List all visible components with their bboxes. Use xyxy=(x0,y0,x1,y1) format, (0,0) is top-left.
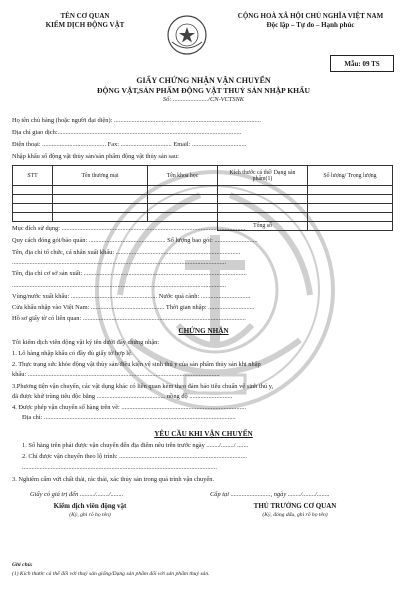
certification-heading: CHỨNG NHẬN xyxy=(178,327,229,335)
exporter-field-cont: ...................................................................................................................................... xyxy=(12,259,227,266)
documents-field: Hồ sơ giấy tờ có liên quan: ...................................................................................................... xyxy=(12,315,246,322)
requirements-heading: YÊU CẦU KHI VẬN CHUYỂN xyxy=(154,430,253,438)
producer-field-cont: ...................................................................................................................................... xyxy=(12,282,227,289)
valid-until: Giấy có giá trị đến ........./......../........ xyxy=(30,491,124,498)
purpose-field: Mục đích sử dụng: ................................................................................................................... xyxy=(12,225,246,232)
certification-intro: Tôi kiểm dịch viên động vật ký tên dưới đây chứng nhận: xyxy=(12,339,160,346)
agency-name: TÊN CƠ QUAN xyxy=(60,12,110,20)
requirement-item: 2. Chỉ được vận chuyển theo lộ trình: ................................................................................ xyxy=(22,453,247,460)
col-header-quantity: Số lượng/ Trọng lượng xyxy=(308,166,393,186)
nation-motto: Độc lập – Tự do – Hạnh phúc xyxy=(266,21,355,29)
agency-department: KIỂM DỊCH ĐỘNG VẬT xyxy=(45,21,125,29)
table-row xyxy=(13,204,393,213)
certification-item: 4. Được phép vận chuyển số hàng trên về: .............................................................................. xyxy=(12,404,247,411)
table-row xyxy=(13,195,393,204)
footnote-text: (1) Kích thước cá thể đối với thuỷ sản giống/Dạng sản phẩm đối với sản phẩm thuỷ sản. xyxy=(12,571,210,577)
national-emblem-icon xyxy=(166,14,208,56)
requirement-item: 3. Nghiêm cấm vứt chất thải, rác thải, xác thủy sản trong quá trình vận chuyển. xyxy=(12,476,215,483)
goods-table-header xyxy=(13,166,393,186)
col-header-trade-name: Tên thương mại xyxy=(53,166,148,186)
certificate-title: GIẤY CHỨNG NHẬN VẬN CHUYỂN xyxy=(136,76,271,85)
producer-field: Tên, địa chỉ cơ sở sản xuất: ...................................................................................................... xyxy=(12,270,247,277)
certification-item: 1. Lô hàng nhập khẩu có đầy đủ giấy tờ hợp lệ. xyxy=(12,350,133,357)
contact-field: Điện thoại: ........................................ Fax: ................................ Email: .................................. xyxy=(12,141,247,148)
table-row xyxy=(13,186,393,195)
import-info-label: Nhập khẩu số động vật thủy sản/sản phẩm động vật thủy sản sau: xyxy=(12,153,179,160)
certification-item: Địa chỉ: ........................................................................................................................ xyxy=(22,414,236,421)
export-country-field: Vùng/nước xuất khẩu: ...................................................... Nước quá cảnh: ............................... xyxy=(12,293,251,300)
owner-field: Họ tên chủ hàng (hoặc người đại diện): ............................................................................................ xyxy=(12,117,261,124)
certification-item: khẩu: ........................................................................................................................ xyxy=(12,371,220,378)
exporter-field: Tên, địa chỉ tổ chức, cá nhân xuất khẩu: .............................................................................. xyxy=(12,249,241,256)
col-header-stt: STT xyxy=(13,166,53,186)
total-label: Tổng số xyxy=(218,222,308,231)
col-header-size-form: Kích thước cá thể/ Dạng sản phẩm(1) xyxy=(218,166,308,186)
form-code-badge: Mẫu: 09 TS xyxy=(330,55,394,72)
requirement-item: .......................................................................................................................... xyxy=(22,464,217,471)
footnote-heading: Ghi chú: xyxy=(12,562,33,568)
issued-at: Cấp tại ........................., ngày ......../......../........ xyxy=(210,491,330,498)
col-header-scientific-name: Tên khoa học xyxy=(148,166,218,186)
inspector-signature-note: (Ký, ghi rõ họ tên) xyxy=(69,512,111,518)
entry-gate-field: Cửa khẩu nhập vào Việt Nam: .............................................. Thời gian nhập: ............................. xyxy=(12,304,255,311)
requirement-item: 1. Số hàng trên phải được vận chuyển đến địa điểm nêu trên trước ngày ......../......../ ....... xyxy=(22,442,249,449)
certification-item: 3.Phương tiện vận chuyển, các vật dụng khác có liên quan kèm theo đảm bảo tiêu chuẩn vệ sinh thú y, xyxy=(12,383,274,390)
certificate-number: Số: ....................../CN-VCTSNK xyxy=(162,96,245,103)
goods-table xyxy=(12,165,393,231)
table-row xyxy=(13,213,393,222)
packaging-field: Quy cách đóng gói/bảo quản: ................................................ Số lượng bao gói: ........................... xyxy=(12,237,258,244)
certificate-subtitle: ĐỘNG VẬT,SẢN PHẨM ĐỘNG VẬT THUỶ SẢN NHẬP KHẨU xyxy=(97,86,310,95)
director-signature-note: (Ký, đóng dấu, ghi rõ họ tên) xyxy=(262,512,328,518)
certification-item: đã được khử trùng tiêu độc bằng ........................................... nồng độ ........................... xyxy=(12,393,233,400)
address-field: Địa chỉ giao dịch:................................................................................................................... xyxy=(12,129,242,136)
certification-item: 2. Thực trạng sức khỏe động vật thủy sản/điều kiện vệ sinh thú y của sản phẩm thủy sản khi nhập xyxy=(12,361,261,368)
nation-name: CỘNG HOÀ XÃ HỘI CHỦ NGHĨA VIỆT NAM xyxy=(237,12,384,20)
director-signature-title: THỦ TRƯỞNG CƠ QUAN xyxy=(253,502,337,510)
inspector-signature-title: Kiểm dịch viên động vật xyxy=(53,502,127,510)
